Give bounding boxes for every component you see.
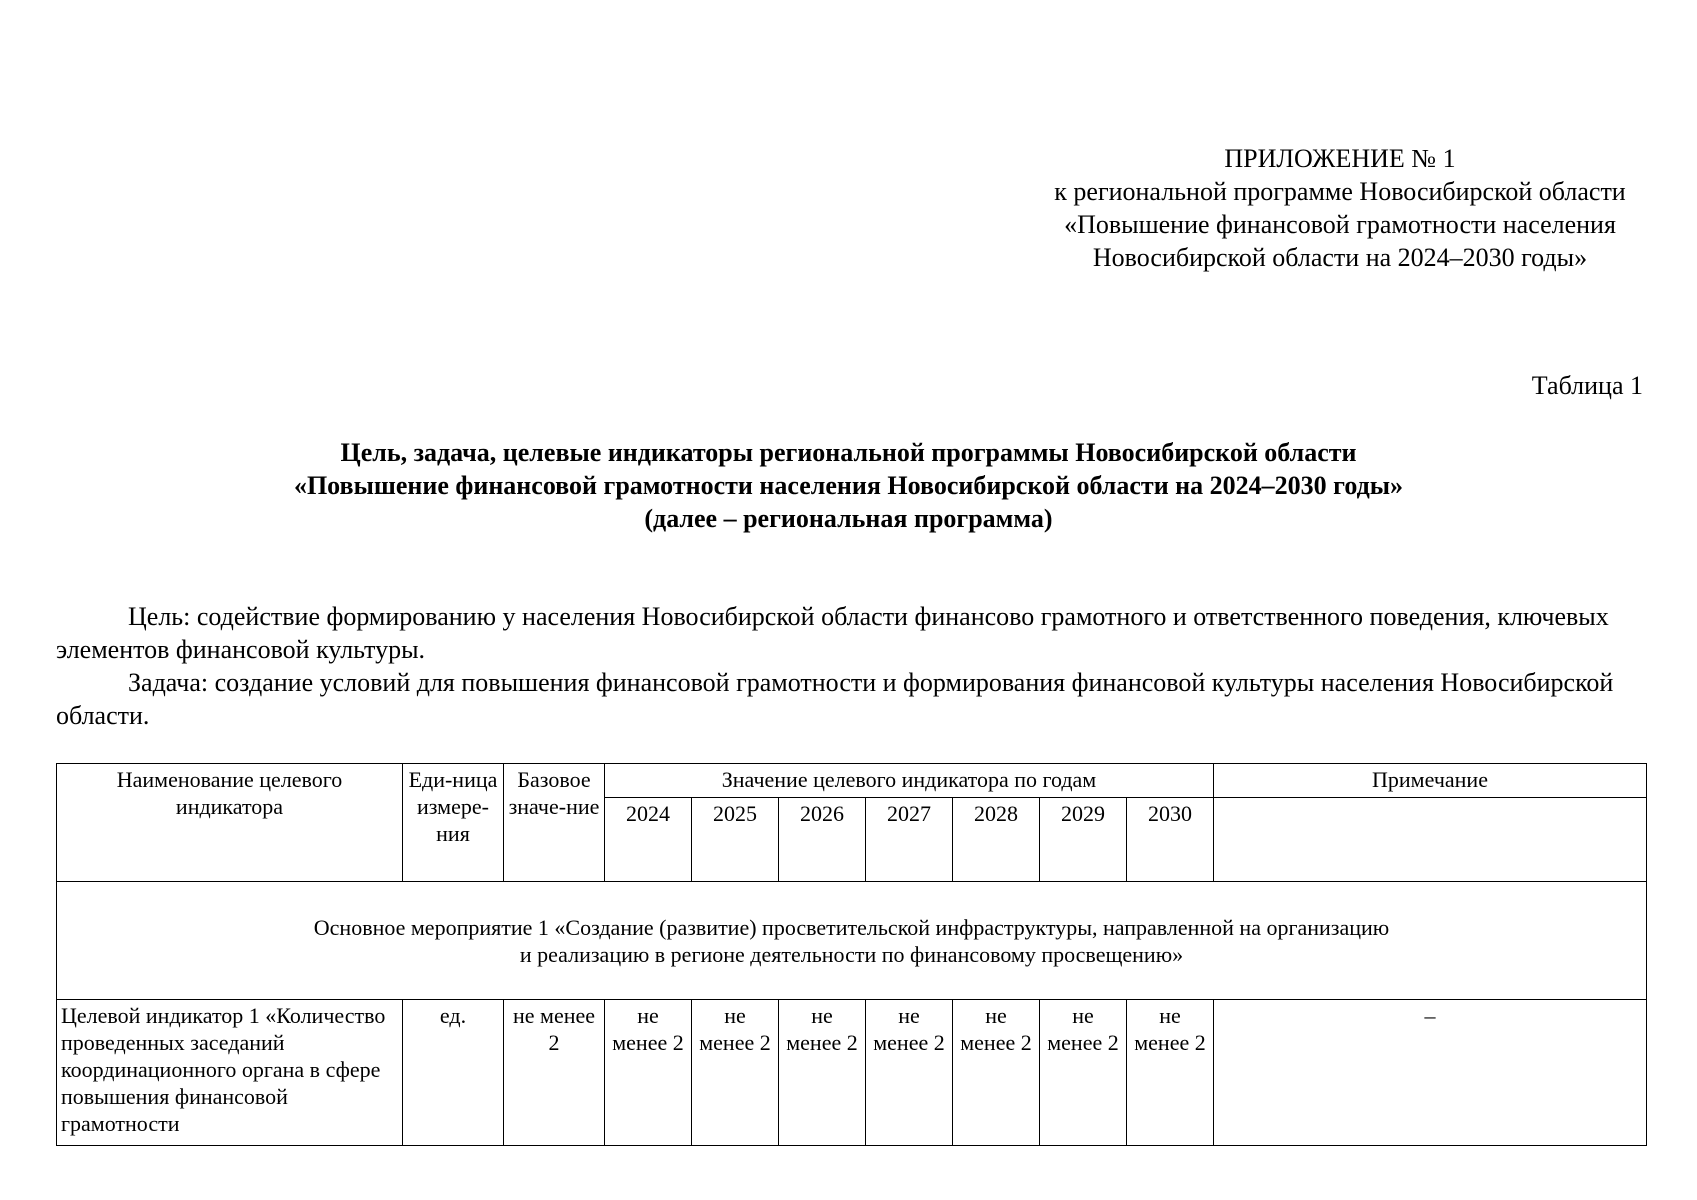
- section-line-1: Основное мероприятие 1 «Создание (развитие) просветительской инфраструктуры, направленной на организацию: [313, 914, 1390, 940]
- indicator-base-value: не менее 2: [504, 1000, 605, 1146]
- task-paragraph: Задача: создание условий для повышения финансовой грамотности и формирования финансовой культуры населения Новосибирской области.: [56, 668, 1614, 730]
- section-title: [57, 882, 1647, 1000]
- header-year: 2026: [779, 798, 866, 882]
- appendix-header: [1000, 142, 1680, 274]
- header-unit: Еди-ница измере-ния: [403, 764, 504, 882]
- indicator-year-value: не менее 2: [1127, 1000, 1214, 1146]
- header-indicator-name: Наименование целевого индикатора: [57, 764, 403, 882]
- indicator-year-value: не менее 2: [692, 1000, 779, 1146]
- indicator-year-value: не менее 2: [866, 1000, 953, 1146]
- appendix-line-2: к региональной программе Новосибирской области: [1054, 177, 1626, 206]
- indicator-year-value: не менее 2: [779, 1000, 866, 1146]
- appendix-line-4: Новосибирской области на 2024–2030 годы»: [1092, 243, 1588, 272]
- header-year: 2024: [605, 798, 692, 882]
- indicator-year-value: не менее 2: [605, 1000, 692, 1146]
- title-line-2: «Повышение финансовой грамотности населения Новосибирской области на 2024–2030 годы»: [293, 471, 1404, 500]
- header-year: 2028: [953, 798, 1040, 882]
- table-header-row: [57, 764, 1647, 798]
- header-year: 2025: [692, 798, 779, 882]
- header-year: 2027: [866, 798, 953, 882]
- title-line-3: (далее – региональная программа): [644, 504, 1053, 533]
- appendix-line-1: ПРИЛОЖЕНИЕ № 1: [1224, 144, 1456, 173]
- table-row: [57, 1000, 1647, 1146]
- table-caption: Таблица 1: [1531, 371, 1643, 400]
- goal-task-block: [56, 600, 1646, 732]
- header-year: 2030: [1127, 798, 1214, 882]
- indicator-name: Целевой индикатор 1 «Количество проведенных заседаний координационного органа в сфере повышения финансовой грамотности: [57, 1000, 403, 1146]
- goal-paragraph: Цель: содействие формированию у населения Новосибирской области финансово грамотного и ответственного поведения, ключевых элементов финансовой культуры.: [56, 602, 1609, 664]
- header-base-value: Базовое значе-ние: [504, 764, 605, 882]
- header-year: 2029: [1040, 798, 1127, 882]
- indicators-table: [56, 763, 1647, 1146]
- section-line-2: и реализацию в регионе деятельности по финансовому просвещению»: [519, 941, 1184, 967]
- indicator-year-value: не менее 2: [1040, 1000, 1127, 1146]
- appendix-line-3: «Повышение финансовой грамотности населения: [1064, 210, 1616, 239]
- header-note: Примечание: [1214, 764, 1647, 798]
- title-line-1: Цель, задача, целевые индикаторы региональной программы Новосибирской области: [340, 438, 1357, 467]
- indicator-year-value: не менее 2: [953, 1000, 1040, 1146]
- header-note-empty: [1214, 798, 1647, 882]
- document-title: [0, 436, 1697, 535]
- section-row: [57, 882, 1647, 1000]
- indicator-unit: ед.: [403, 1000, 504, 1146]
- indicator-note: –: [1214, 1000, 1647, 1146]
- header-values-by-year: Значение целевого индикатора по годам: [605, 764, 1214, 798]
